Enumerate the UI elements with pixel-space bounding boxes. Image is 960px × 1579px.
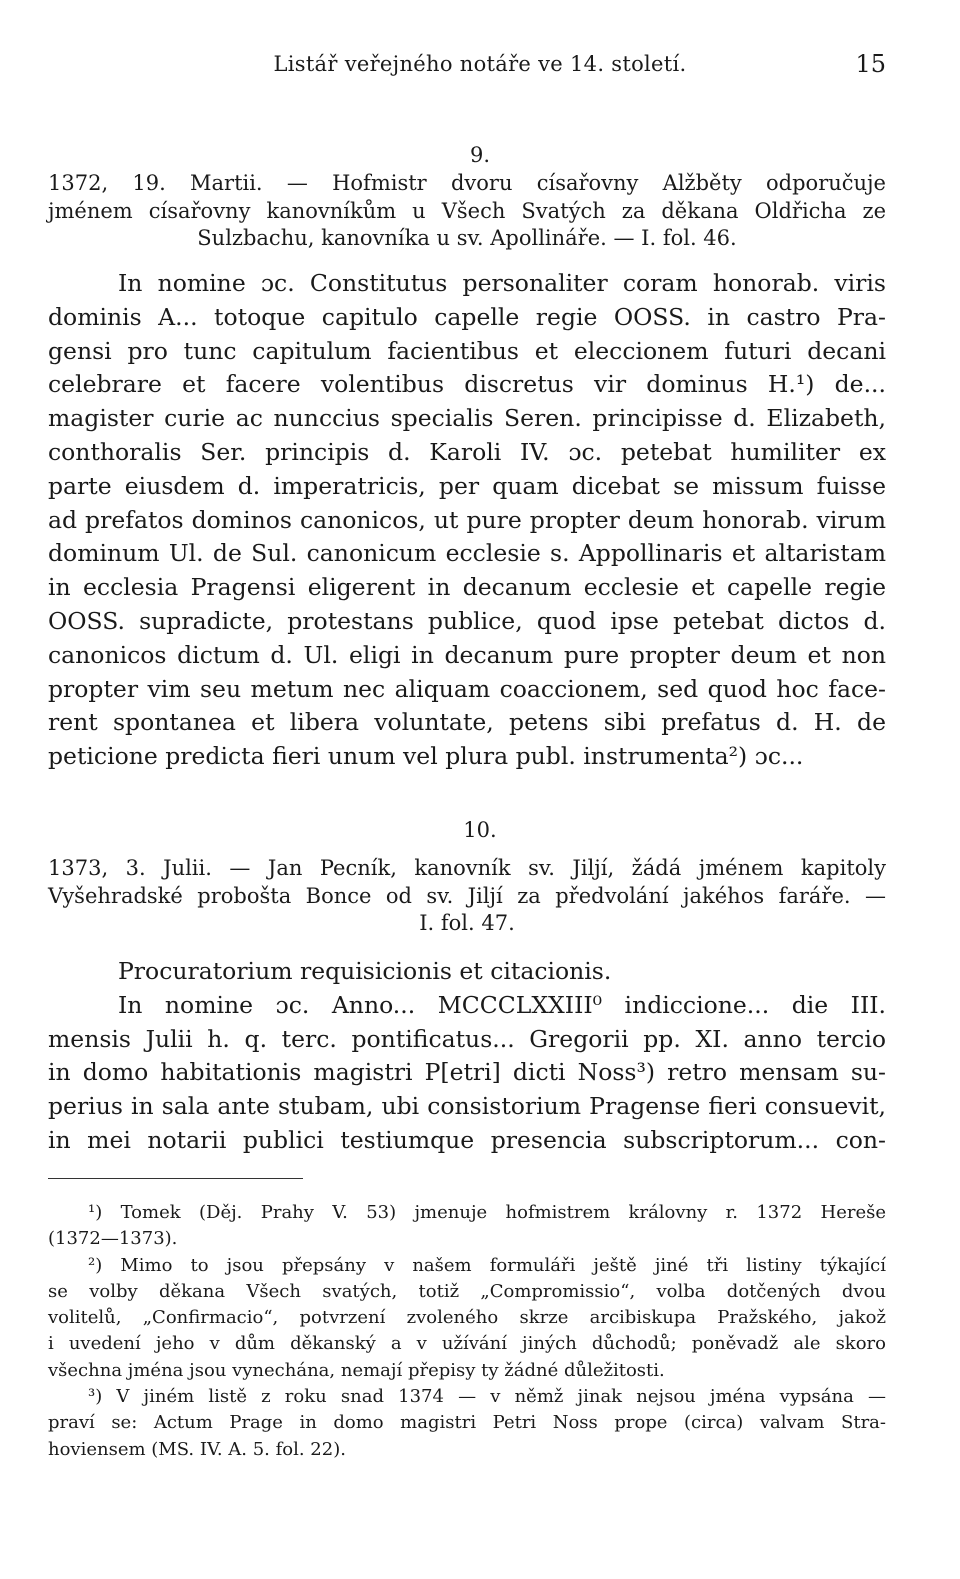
text-line: in mei notarii publici testiumque presencia subscriptorum... con- <box>48 1125 886 1154</box>
footnotes <box>48 1200 886 1463</box>
running-head-title: Listář veřejného notáře ve 14. století. <box>273 52 687 76</box>
footnote-line: se volby děkana Všech svatých, totiž „Compromissio“, volba dotčených dvou <box>48 1280 886 1302</box>
text-line: in ecclesia Pragensi eligerent in decanum ecclesie et capelle regie <box>48 573 886 602</box>
footnote-1 <box>48 1200 886 1253</box>
text-line: ad prefatos dominos canonicos, ut pure propter deum honorab. virum <box>48 505 886 534</box>
text-line: In nomine ɔc. Anno... MCCCLXXIII⁰ indiccione... die III. <box>118 990 886 1019</box>
text-line: dominum Ul. de Sul. canonicum ecclesie s. Appollinaris et altaristam <box>48 539 886 568</box>
footnote-line: hoviensem (MS. IV. A. 5. fol. 22). <box>48 1438 346 1460</box>
document-number-9: 9. <box>469 143 491 167</box>
footnote-line: ²) Mimo to jsou přepsány v našem formuláři ještě jiné tři listiny týkající <box>88 1254 886 1276</box>
document-9-regest <box>48 170 886 253</box>
footnote-line: i uvedení jeho v dům děkanský a v užívání jiných důchodů; poněvadž ale skoro <box>48 1333 886 1355</box>
text-line: mensis Julii h. q. terc. pontificatus... Gregorii pp. XI. anno tercio <box>48 1024 886 1053</box>
document-10-title: Procuratorium requisicionis et citacionis. <box>118 957 612 985</box>
text-line: magister curie ac nunccius specialis Seren. principisse d. Elizabeth, <box>48 404 886 433</box>
regest-line: 1372, 19. Martii. — Hofmistr dvoru císařovny Alžběty odporučuje <box>48 171 886 195</box>
footnote-line: ¹) Tomek (Děj. Prahy V. 53) jmenuje hofmistrem královny r. 1372 Hereše <box>88 1202 886 1223</box>
text-line: canonicos dictum d. Ul. eligi in decanum pure propter deum et non <box>48 640 886 669</box>
footnote-line: ³) V jiném listě z roku snad 1374 — v němž jinak nejsou jména vypsána — <box>88 1386 886 1408</box>
regest-line: Vyšehradské probošta Bonce od sv. Jiljí za předvolání jakéhos faráře. — <box>48 883 886 908</box>
text-line: In nomine ɔc. Constitutus personaliter coram honorab. viris <box>118 269 886 297</box>
text-line: in domo habitationis magistri P[etri] dicti Noss³) retro mensam su- <box>48 1058 886 1087</box>
footnote-line: praví se: Actum Prage in domo magistri Petri Noss prope (circa) valvam Stra- <box>48 1412 886 1434</box>
text-line: conthoralis Ser. principis d. Karoli IV. ɔc. petebat humiliter ex <box>48 437 886 466</box>
document-9-text <box>48 267 886 774</box>
text-line: celebrare et facere volentibus discretus vir dominus H.¹) de... <box>48 370 886 399</box>
document-10-text <box>48 955 886 1158</box>
footnote-line: (1372—1373). <box>48 1228 178 1250</box>
footnote-rule <box>48 1178 303 1179</box>
regest-line: 1373, 3. Julii. — Jan Pecník, kanovník sv. Jiljí, žádá jménem kapitoly <box>48 856 886 880</box>
footnote-line: volitelů, „Confirmacio“, potvrzení zvoleného skrze arcibiskupa Pražského, jakož <box>48 1307 886 1329</box>
page-number: 15 <box>855 50 886 78</box>
text-line: OOSS. supradicte, protestans publice, quod ipse petebat dictos d. <box>48 606 886 635</box>
text-line: propter vim seu metum nec aliquam coaccionem, sed quod hoc face- <box>48 674 886 703</box>
text-line: parte eiusdem d. imperatricis, per quam dicebat se missum fuisse <box>48 471 886 500</box>
text-line: rent spontanea et libera voluntate, petens sibi prefatus d. H. de <box>48 708 886 737</box>
footnote-line: všechna jména jsou vynechána, nemají přepisy ty žádné důležitosti. <box>48 1359 665 1381</box>
regest-line: I. fol. 47. <box>419 911 515 935</box>
text-line: gensi pro tunc capitulum facientibus et eleccionem futuri decani <box>48 336 886 365</box>
document-number-10: 10. <box>463 818 497 842</box>
footnote-3 <box>48 1384 886 1463</box>
regest-line: Sulzbachu, kanovníka u sv. Apollináře. — I. fol. 46. <box>197 226 737 250</box>
footnote-2 <box>48 1253 886 1384</box>
regest-line: jménem císařovny kanovníkům u Všech Svatých za děkana Oldřicha ze <box>48 198 886 223</box>
document-10-regest <box>48 855 886 938</box>
text-line: dominis A... totoque capitulo capelle regie OOSS. in castro Pra- <box>48 302 886 331</box>
text-line: perius in sala ante stubam, ubi consistorium Pragense fieri consuevit, <box>48 1092 886 1121</box>
text-line: peticione predicta fieri unum vel plura publ. instrumenta²) ɔc... <box>48 742 804 771</box>
